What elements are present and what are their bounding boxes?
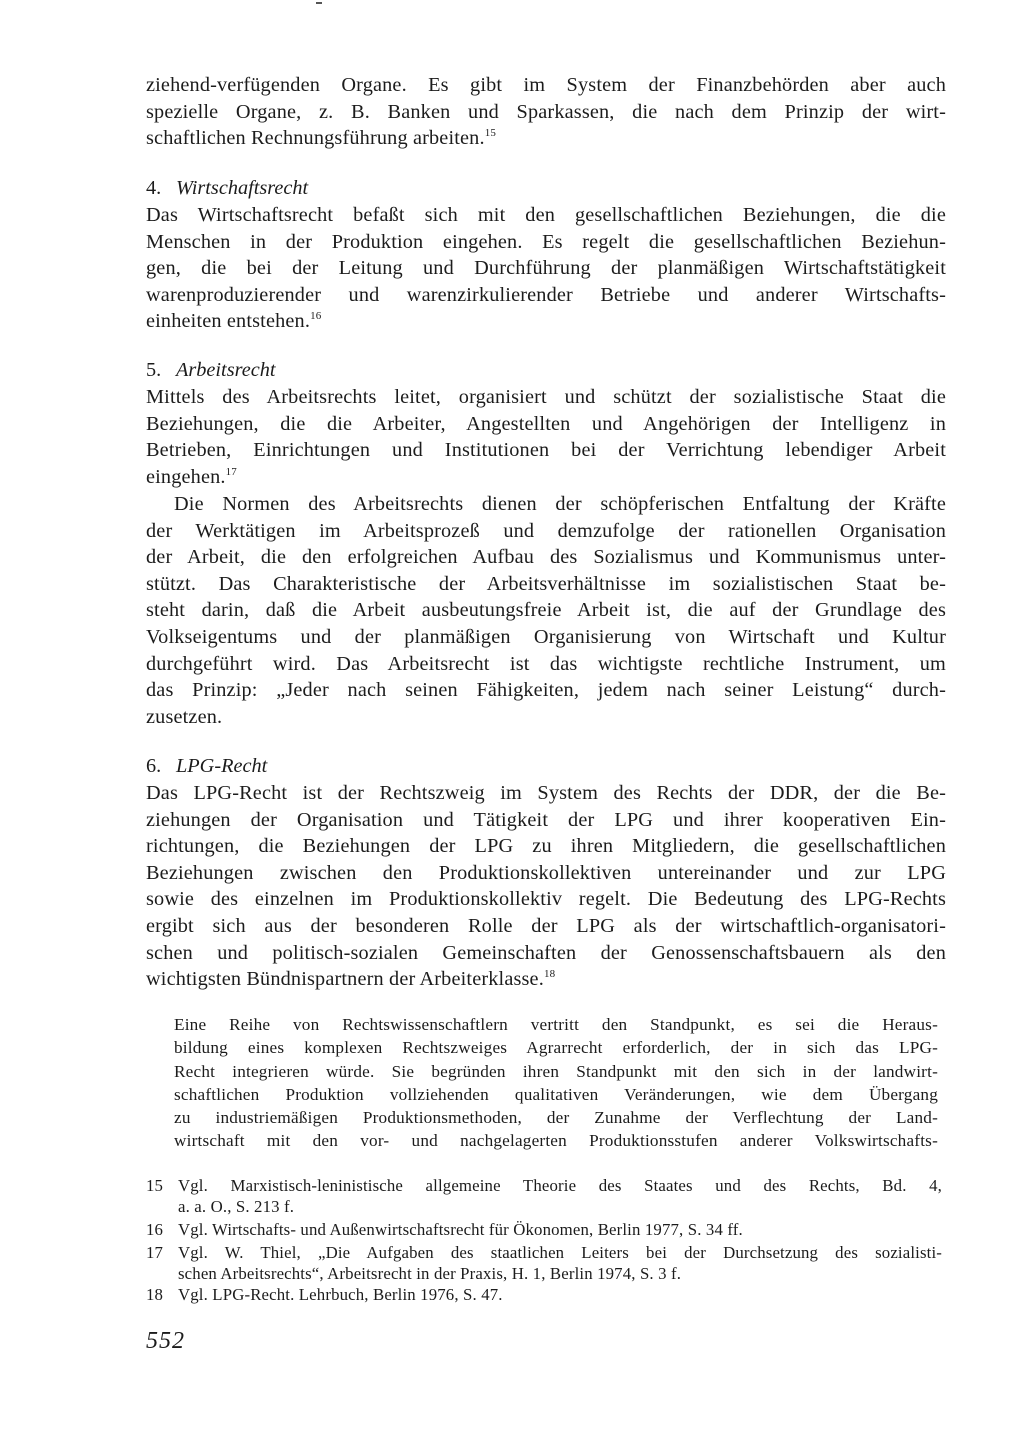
text-line: stützt. Das Charakteristische der Arbeitsverhältnisse im sozialistischen Staat be- xyxy=(146,572,946,595)
text-line: eingehen.$^{17}$ xyxy=(146,465,237,488)
text-line: wirtschaft mit den vor- und nachgelagerten Produktionsstufen anderer Volkswirtschafts- xyxy=(174,1131,938,1151)
footnote-ref: 16 xyxy=(310,310,322,323)
text-line: zu industriemäßigen Produktionsmethoden, der Zunahme der Verflechtung der Land- xyxy=(174,1108,938,1128)
text-line: schen und politisch-sozialen Gemeinschaften der Genossenschaftsbauern als den xyxy=(146,941,946,964)
section-5-paragraph-2 xyxy=(146,491,946,730)
section-heading-5 xyxy=(146,357,946,384)
text-line: Menschen in der Produktion eingehen. Es regelt die gesellschaftlichen Beziehun- xyxy=(146,230,946,253)
text-line: ziehungen der Organisation und Tätigkeit der LPG und ihrer kooperativen Ein- xyxy=(146,808,946,831)
footnote-number: 17 xyxy=(146,1243,164,1262)
text-line: Die Normen des Arbeitsrechts dienen der schöpferischen Entfaltung der Kräfte xyxy=(174,493,946,515)
text-line: Recht integrieren würde. Sie begründen ihren Standpunkt mit den sich in der landwirt- xyxy=(174,1061,938,1081)
text-line: ergibt sich aus der besonderen Rolle der LPG als der wirtschaftlich-organisatori- xyxy=(146,914,946,937)
footnote-line: Vgl. Wirtschafts- und Außenwirtschaftsrecht für Ökonomen, Berlin 1977, S. 34 ff. xyxy=(178,1220,743,1239)
text-line: schaftlichen Rechnungsführung arbeiten.$^{15}$ xyxy=(146,127,497,150)
text-line: Mittels des Arbeitsrechts leitet, organisiert und schützt der sozialistische Staat die xyxy=(146,386,946,408)
text-line: schaftlichen Produktion vollziehenden qualitativen Veränderungen, wie dem Übergang xyxy=(174,1084,938,1104)
section-number: 4. xyxy=(146,177,162,199)
footnote-17 xyxy=(146,1242,942,1284)
footnote-number: 18 xyxy=(146,1285,164,1304)
page-number: 552 xyxy=(146,1328,185,1354)
footnote-line: Vgl. Marxistisch-leninistische allgemeine Theorie des Staates und des Rechts, Bd. 4, xyxy=(178,1176,942,1195)
section-5-paragraph-1 xyxy=(146,384,946,490)
section-heading-6 xyxy=(146,753,946,780)
text-line: steht darin, daß die Arbeit ausbeutungsfreie Arbeit ist, die auf der Grundlage des xyxy=(146,599,946,622)
text-line: gen, die bei der Leitung und Durchführung der planmäßigen Wirtschaftstätigkeit xyxy=(146,257,946,280)
footnote-16 xyxy=(146,1219,942,1240)
text-line: richtungen, die Beziehungen der LPG zu ihren Mitgliedern, die gesellschaftlichen xyxy=(146,835,946,858)
text-line: zusetzen. xyxy=(146,705,223,728)
text-line: das Prinzip: „Jeder nach seinen Fähigkeiten, jedem nach seiner Leistung“ durch- xyxy=(146,679,946,702)
text-line: warenproduzierender und warenzirkulierender Betriebe und anderer Wirtschafts- xyxy=(146,283,946,306)
footnote-number: 15 xyxy=(146,1176,164,1195)
text-line: ziehend-verfügenden Organe. Es gibt im System der Finanzbehörden aber auch xyxy=(146,74,946,96)
text-line: sowie des einzelnen im Produktionskollektiv regelt. Die Bedeutung des LPG-Rechts xyxy=(146,888,946,911)
footnote-ref: 15 xyxy=(484,127,497,140)
footnote-number: 16 xyxy=(146,1220,164,1239)
section-title: Wirtschaftsrecht xyxy=(176,177,309,199)
text-line: spezielle Organe, z. B. Banken und Sparkassen, die nach dem Prinzip der wirt- xyxy=(146,100,946,123)
section-title: Arbeitsrecht xyxy=(176,359,276,381)
section-4-paragraph xyxy=(146,202,946,335)
text-line: der Arbeit, die den erfolgreichen Aufbau des Sozialismus und Kommunismus unter- xyxy=(146,546,946,569)
text-line: Volkseigentums und der planmäßigen Organisierung von Wirtschaft und Kultur xyxy=(146,625,946,648)
footnote-line: a. a. O., S. 213 f. xyxy=(178,1197,295,1216)
footnote-ref: 17 xyxy=(225,465,237,478)
text-line: Betrieben, Einrichtungen und Institutionen bei der Verrichtung lebendiger Arbeit xyxy=(146,439,946,462)
text-line: Eine Reihe von Rechtswissenschaftlern vertritt den Standpunkt, es sei die Heraus- xyxy=(174,1015,938,1034)
section-6-paragraph xyxy=(146,780,946,993)
footnote-line: Vgl. LPG-Recht. Lehrbuch, Berlin 1976, S. 47. xyxy=(178,1285,503,1304)
section-number: 6. xyxy=(146,755,162,777)
text-line: Das LPG-Recht ist der Rechtszweig im System des Rechts der DDR, der die Be- xyxy=(146,782,946,804)
intro-paragraph xyxy=(146,72,946,152)
text-line: Beziehungen, die die Arbeiter, Angestellten und Angehörigen der Intelligenz in xyxy=(146,412,946,435)
footnote-18 xyxy=(146,1284,942,1305)
footnote-15 xyxy=(146,1175,942,1217)
section-number: 5. xyxy=(146,359,162,381)
text-line: durchgeführt wird. Das Arbeitsrecht ist das wichtigste rechtliche Instrument, um xyxy=(146,652,946,675)
text-line: der Werktätigen im Arbeitsprozeß und demzufolge der rationellen Organisation xyxy=(146,519,946,542)
section-heading-4 xyxy=(146,175,946,202)
section-title: LPG-Recht xyxy=(176,755,268,777)
footnote-line: schen Arbeitsrechts“, Arbeitsrecht in der Praxis, H. 1, Berlin 1974, S. 3 f. xyxy=(178,1264,682,1283)
footnote-line: Vgl. W. Thiel, „Die Aufgaben des staatlichen Leiters bei der Durchsetzung des sozialisti- xyxy=(178,1243,942,1262)
text-line: einheiten entstehen.$^{16}$ xyxy=(146,310,322,333)
scan-mark xyxy=(316,2,322,4)
text-line: wichtigsten Bündnispartnern der Arbeiterklasse.$^{18}$ xyxy=(146,968,556,991)
footnote-ref: 18 xyxy=(543,968,556,981)
text-line: bildung eines komplexen Rechtszweiges Agrarrecht erforderlich, der in sich das LPG- xyxy=(174,1038,938,1058)
text-line: Beziehungen zwischen den Produktionskollektiven untereinander und zur LPG xyxy=(146,861,946,884)
text-line: Das Wirtschaftsrecht befaßt sich mit den gesellschaftlichen Beziehungen, die die xyxy=(146,204,946,226)
small-print-paragraph xyxy=(174,1013,938,1153)
